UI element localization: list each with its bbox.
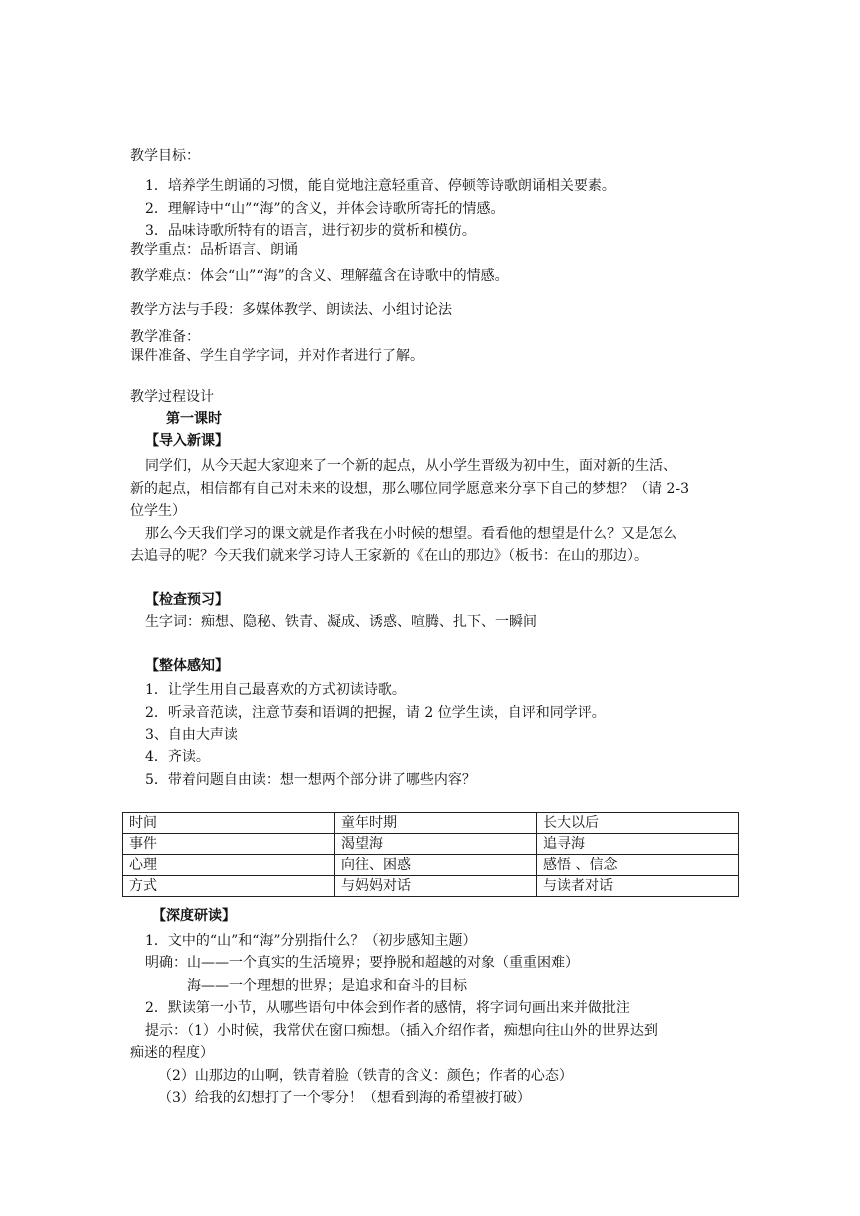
list-item: 2．听录音范读，注意节奏和语调的把握，请 2 位学生读，自评和同学评。 (145, 705, 606, 721)
table-row (123, 876, 739, 897)
list-item: 3、自由大声读 (145, 727, 238, 743)
list-item: 5．带着问题自由读：想一想两个部分讲了哪些内容？ (145, 772, 476, 788)
teaching-methods: 教学方法与手段：多媒体教学、朗读法、小组讨论法 (130, 302, 452, 318)
prep-title: 教学准备： (130, 329, 200, 345)
table-row (123, 813, 739, 834)
table-cell: 渴望海 (335, 834, 537, 855)
goals-title: 教学目标： (130, 148, 200, 164)
paragraph-line: 新的起点，相信都有自己对未来的设想，那么哪位同学愿意来分享下自己的梦想？（请 2-3 (130, 481, 689, 497)
goal-item: 2．理解诗中“山”“海”的含义，并体会诗歌所寄托的情感。 (145, 201, 505, 217)
goal-item: 1．培养学生朗诵的习惯，能自觉地注意轻重音、停顿等诗歌朗诵相关要素。 (145, 178, 616, 194)
list-item: 4．齐读。 (145, 749, 210, 765)
paragraph-line: 同学们，从今天起大家迎来了一个新的起点，从小学生晋级为初中生，面对新的生活、 (145, 458, 677, 474)
paragraph-line: 那么今天我们学习的课文就是作者我在小时候的想望。看看他的想望是什么？又是怎么 (145, 526, 677, 542)
question: 2．默读第一小节，从哪些语句中体会到作者的感情，将字词句画出来并做批注 (145, 1000, 630, 1016)
hint-line: 提示：（1）小时候，我常伏在窗口痴想。（插入介绍作者，痴想向往山外的世界达到 (145, 1023, 658, 1039)
table-cell: 童年时期 (335, 813, 537, 834)
paragraph-line: 去追寻的呢？今天我们就来学习诗人王家新的《在山的那边》（板书：在山的那边）。 (130, 548, 648, 564)
table-cell: 心理 (123, 855, 335, 876)
comparison-table (122, 812, 739, 897)
hint-line: （2）山那边的山啊，铁青着脸（铁青的含义：颜色；作者的心态） (158, 1068, 573, 1084)
teaching-focus: 教学重点：品析语言、朗诵 (130, 242, 298, 258)
vocab-list: 生字词：痴想、隐秘、铁青、凝成、诱惑、喧腾、扎下、一瞬间 (145, 614, 537, 630)
table-cell: 与读者对话 (537, 876, 739, 897)
section-heading-intro: 【导入新课】 (145, 433, 229, 449)
table-cell: 长大以后 (537, 813, 739, 834)
hint-line: 痴迷的程度） (130, 1045, 214, 1061)
lesson-heading: 第一课时 (166, 411, 222, 427)
table-row (123, 855, 739, 876)
section-heading-preview: 【检查预习】 (145, 592, 229, 608)
paragraph-line: 位学生） (130, 503, 186, 519)
goal-item: 3．品味诗歌所特有的语言，进行初步的赏析和模仿。 (145, 223, 476, 239)
table-cell: 与妈妈对话 (335, 876, 537, 897)
hint-line: （3）给我的幻想打了一个零分！（想看到海的希望被打破） (158, 1090, 531, 1106)
section-heading-deep: 【深度研读】 (152, 908, 236, 924)
process-title: 教学过程设计 (130, 389, 214, 405)
answer-line: 明确：山——一个真实的生活境界；要挣脱和超越的对象（重重困难） (145, 955, 579, 971)
answer-line: 海——一个理想的世界；是追求和奋斗的目标 (187, 978, 467, 994)
teaching-difficulty: 教学难点：体会“山”“海”的含义、理解蕴含在诗歌中的情感。 (130, 268, 509, 284)
table-cell: 方式 (123, 876, 335, 897)
question: 1．文中的“山”和“海”分别指什么？（初步感知主题） (145, 933, 477, 949)
table-cell: 事件 (123, 834, 335, 855)
table-row (123, 834, 739, 855)
list-item: 1．让学生用自己最喜欢的方式初读诗歌。 (145, 682, 406, 698)
table-cell: 追寻海 (537, 834, 739, 855)
table-cell: 感悟 、信念 (537, 855, 739, 876)
section-heading-overall: 【整体感知】 (145, 658, 229, 674)
prep-content: 课件准备、学生自学字词，并对作者进行了解。 (130, 348, 424, 364)
table-cell: 向往、困惑 (335, 855, 537, 876)
table-cell: 时间 (123, 813, 335, 834)
